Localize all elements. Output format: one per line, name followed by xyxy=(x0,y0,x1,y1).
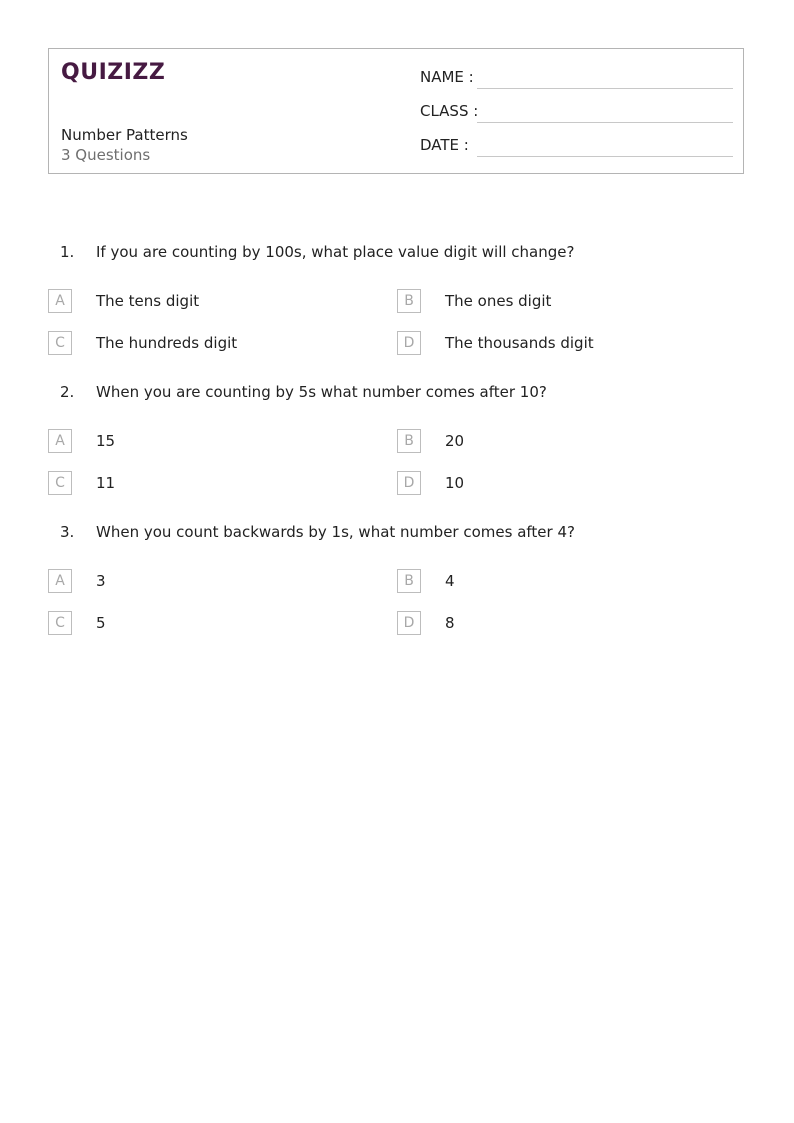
question-text: When you are counting by 5s what number comes after 10? xyxy=(96,383,547,401)
option-text: 3 xyxy=(96,572,106,590)
name-label: NAME : xyxy=(420,68,474,86)
question-number: 1. xyxy=(60,243,75,261)
option-letter-box: D xyxy=(397,471,421,495)
option-text: The hundreds digit xyxy=(96,334,238,352)
option-b[interactable] xyxy=(397,429,737,453)
option-text: 11 xyxy=(96,474,116,492)
option-c[interactable] xyxy=(48,331,388,355)
option-letter-box: B xyxy=(397,429,421,453)
option-b[interactable] xyxy=(397,569,737,593)
quizizz-logo: QUIZIZZ xyxy=(61,60,166,85)
question-text: When you count backwards by 1s, what number comes after 4? xyxy=(96,523,575,541)
option-letter-box: B xyxy=(397,289,421,313)
option-text: 4 xyxy=(445,572,455,590)
option-a[interactable] xyxy=(48,569,388,593)
option-text: 10 xyxy=(445,474,465,492)
option-letter-box: C xyxy=(48,471,72,495)
question-number: 3. xyxy=(60,523,75,541)
question-text: If you are counting by 100s, what place value digit will change? xyxy=(96,243,575,261)
option-letter-box: C xyxy=(48,331,72,355)
worksheet-header xyxy=(48,48,744,174)
class-label: CLASS : xyxy=(420,102,479,120)
question-count: 3 Questions xyxy=(61,146,151,164)
option-d[interactable] xyxy=(397,331,737,355)
date-line[interactable] xyxy=(477,156,733,157)
option-text: 5 xyxy=(96,614,106,632)
option-c[interactable] xyxy=(48,471,388,495)
option-text: The tens digit xyxy=(96,292,200,310)
option-letter-box: A xyxy=(48,289,72,313)
option-d[interactable] xyxy=(397,471,737,495)
worksheet-title: Number Patterns xyxy=(61,126,188,144)
class-line[interactable] xyxy=(477,122,733,123)
name-line[interactable] xyxy=(477,88,733,89)
option-a[interactable] xyxy=(48,289,388,313)
option-c[interactable] xyxy=(48,611,388,635)
date-field[interactable] xyxy=(420,135,733,157)
option-text: 15 xyxy=(96,432,116,450)
option-letter-box: D xyxy=(397,611,421,635)
option-letter-box: D xyxy=(397,331,421,355)
option-text: The ones digit xyxy=(445,292,552,310)
option-letter-box: A xyxy=(48,569,72,593)
question-number: 2. xyxy=(60,383,75,401)
date-label: DATE : xyxy=(420,136,469,154)
option-d[interactable] xyxy=(397,611,737,635)
option-letter-box: C xyxy=(48,611,72,635)
option-text: 8 xyxy=(445,614,455,632)
option-a[interactable] xyxy=(48,429,388,453)
option-letter-box: B xyxy=(397,569,421,593)
option-text: 20 xyxy=(445,432,465,450)
option-letter-box: A xyxy=(48,429,72,453)
option-text: The thousands digit xyxy=(445,334,594,352)
name-field[interactable] xyxy=(420,67,733,89)
option-b[interactable] xyxy=(397,289,737,313)
class-field[interactable] xyxy=(420,101,733,123)
